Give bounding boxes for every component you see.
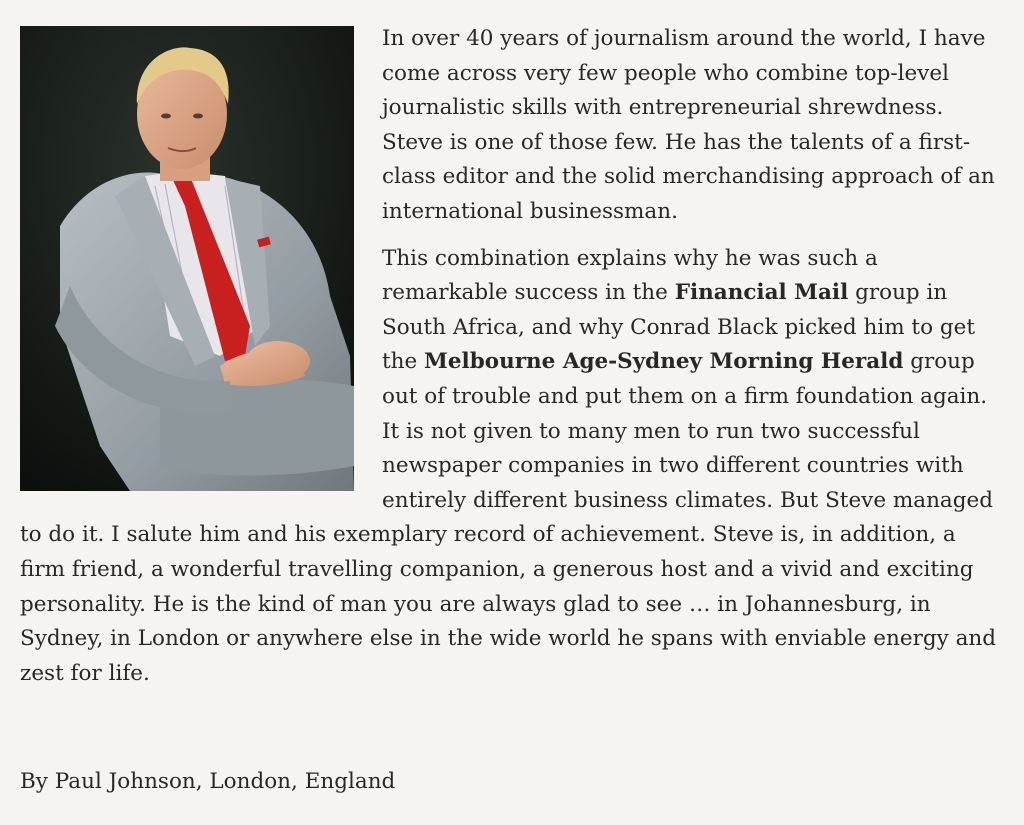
paragraph-1: In over 40 years of journalism around the world, I have come across very few people who combine top-level journalistic skills with entrepreneurial shrewdness. Steve is one of those few. He has the talents of a first-class editor and the solid merchandising approach of an international businessman.: [382, 26, 995, 224]
financial-mail-bold: Financial Mail: [674, 280, 849, 306]
paragraph-2-text-3: group out of trouble and put them on a firm foundation again. It is not given to many men to run two successful newspaper companies in two different countries with entirely different business climates. But Steve managed to do it. I salute him and his exemplary record of achievement. Steve is, in addition, a firm friend, a wonderful travelling companion, a generous host and a vivid and exciting personality. He is the kind of man you are always glad to see … in Johannesburg, in Sydney, in London or anywhere else in the wide world he spans with enviable energy and zest for life.: [20, 349, 997, 686]
photo-spacer: [20, 22, 382, 498]
melbourne-age-bold: Melbourne Age-Sydney Morning Herald: [424, 349, 904, 375]
paragraph-2-text-1: This combination explains why he was such a remarkable success in the: [382, 245, 878, 306]
paragraph-2-text-2: group in South Africa, and why Conrad Black picked him to get the: [382, 280, 975, 375]
article-body: [20, 22, 1004, 703]
byline: By Paul Johnson, London, England: [20, 769, 396, 794]
